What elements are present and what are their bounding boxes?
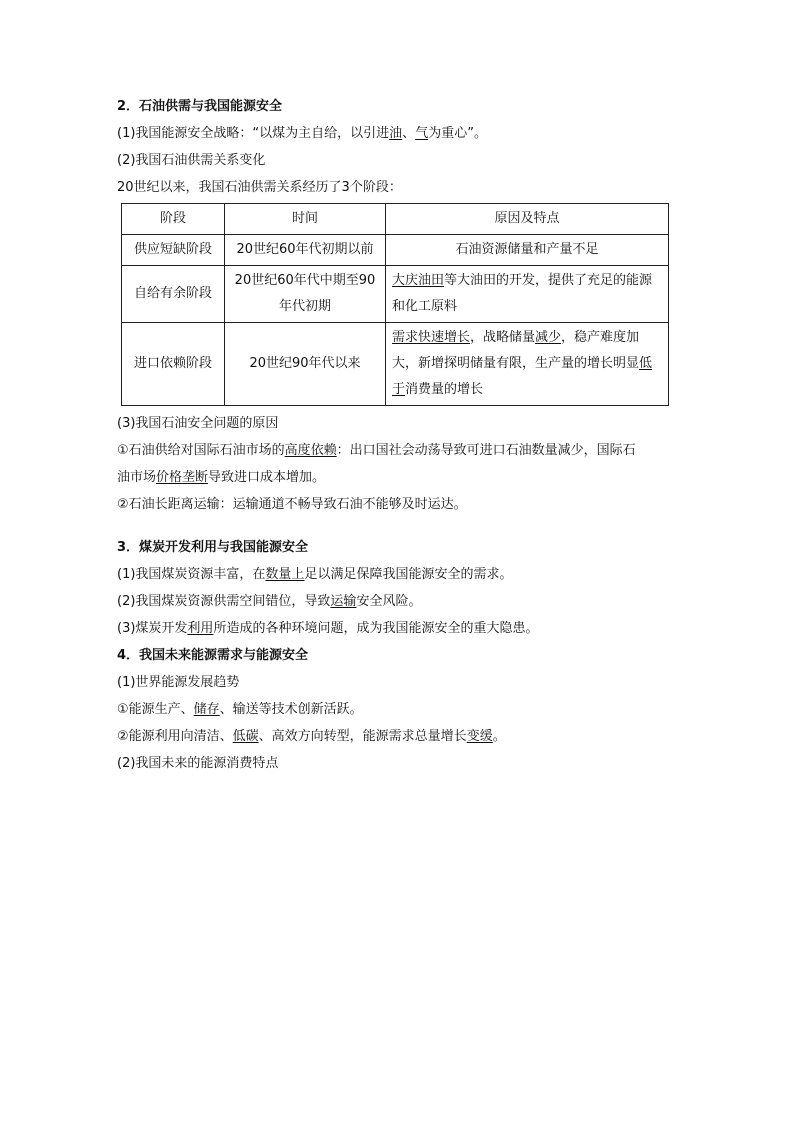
underlined-text: 高度依赖	[284, 443, 337, 458]
coal-paragraph-3	[117, 615, 682, 642]
underlined-text: 大庆油田	[392, 273, 445, 288]
text: 、高效方向转型，能源需求总量增长	[258, 729, 467, 744]
underlined-text: 气	[415, 126, 429, 141]
table-row	[122, 266, 669, 323]
document-body	[117, 93, 682, 777]
stages-intro: 20世纪以来，我国石油供需关系经历了3个阶段：	[117, 180, 402, 195]
reason-cell	[386, 323, 669, 406]
underlined-text: 减少	[535, 330, 562, 345]
text: 油市场	[117, 470, 157, 485]
trend-paragraph-2	[117, 723, 682, 750]
energy-strategy-paragraph	[117, 120, 682, 147]
section-3-title: 3．煤炭开发利用与我国能源安全	[117, 540, 309, 555]
coal-paragraph-1	[117, 561, 682, 588]
text: 、输送等技术创新活跃。	[219, 702, 363, 717]
text: 所造成的各种环境问题，成为我国能源安全的重大隐患。	[213, 621, 539, 636]
section-2-title: 2．石油供需与我国能源安全	[117, 99, 283, 114]
table-row	[122, 235, 669, 266]
stage-cell: 自给有余阶段	[122, 266, 225, 323]
reason-cell	[386, 266, 669, 323]
table-header: 阶段	[122, 204, 225, 235]
supply-demand-subtitle: (2)我国石油供需关系变化	[117, 153, 266, 168]
text: 消费量的增长	[405, 382, 484, 397]
text: ，稳产难度加大，新增探明储量有限，生产量的增长明显	[392, 330, 640, 371]
oil-stages-table	[121, 203, 669, 406]
text: ②能源利用向清洁、	[117, 729, 233, 744]
text: (1)我国煤炭资源丰富，在	[117, 567, 266, 582]
text: ①能源生产、	[117, 702, 194, 717]
text: 导致进口成本增加。	[208, 470, 326, 485]
underlined-text: 需求快速增长	[392, 330, 471, 345]
underlined-text: 低碳	[232, 729, 259, 744]
text: 足以满足保障我国能源安全的需求。	[304, 567, 513, 582]
text: (1)我国能源安全战略：“以煤为主自给，以引进	[117, 126, 390, 141]
text: 为重心”。	[428, 126, 487, 141]
time-cell: 20世纪90年代以来	[225, 323, 386, 406]
stage-cell: 进口依赖阶段	[122, 323, 225, 406]
underlined-text: 低于	[392, 356, 653, 397]
spacer	[117, 518, 682, 534]
world-trend-subtitle: (1)世界能源发展趋势	[117, 675, 240, 690]
text: ：出口国社会动荡导致可进口石油数量减少，国际石	[336, 443, 636, 458]
coal-paragraph-2	[117, 588, 682, 615]
text: 、	[402, 126, 416, 141]
table-header-row	[122, 204, 669, 235]
underlined-text: 储存	[193, 702, 220, 717]
underlined-text: 价格垄断	[156, 470, 209, 485]
stage-cell: 供应短缺阶段	[122, 235, 225, 266]
underlined-text: 数量上	[265, 567, 305, 582]
cause-transport-paragraph: ②石油长距离运输：运输通道不畅导致石油不能够及时运达。	[117, 497, 467, 512]
table-row	[122, 323, 669, 406]
china-consumption-subtitle: (2)我国未来的能源消费特点	[117, 756, 279, 771]
text: 等大油田的开发，提供了充足的能源和化工原料	[392, 273, 653, 314]
text: 安全风险。	[356, 594, 422, 609]
time-cell: 20世纪60年代中期至90年代初期	[225, 266, 386, 323]
time-cell: 20世纪60年代初期以前	[225, 235, 386, 266]
reason-cell: 石油资源储量和产量不足	[386, 235, 669, 266]
text: (2)我国煤炭资源供需空间错位，导致	[117, 594, 331, 609]
underlined-text: 油	[389, 126, 403, 141]
underlined-text: 利用	[187, 621, 214, 636]
underlined-text: 变缓	[466, 729, 493, 744]
underlined-text: 运输	[330, 594, 357, 609]
oil-security-causes-subtitle: (3)我国石油安全问题的原因	[117, 416, 279, 431]
table-header: 时间	[225, 204, 386, 235]
text: 。	[492, 729, 506, 744]
trend-paragraph-1	[117, 696, 682, 723]
text: ，战略储量	[470, 330, 536, 345]
table-header: 原因及特点	[386, 204, 669, 235]
section-4-title: 4．我国未来能源需求与能源安全	[117, 648, 309, 663]
cause-dependence-paragraph	[117, 437, 682, 464]
text: (3)煤炭开发	[117, 621, 188, 636]
cause-dependence-paragraph-cont	[117, 464, 682, 491]
text: ①石油供给对国际石油市场的	[117, 443, 285, 458]
